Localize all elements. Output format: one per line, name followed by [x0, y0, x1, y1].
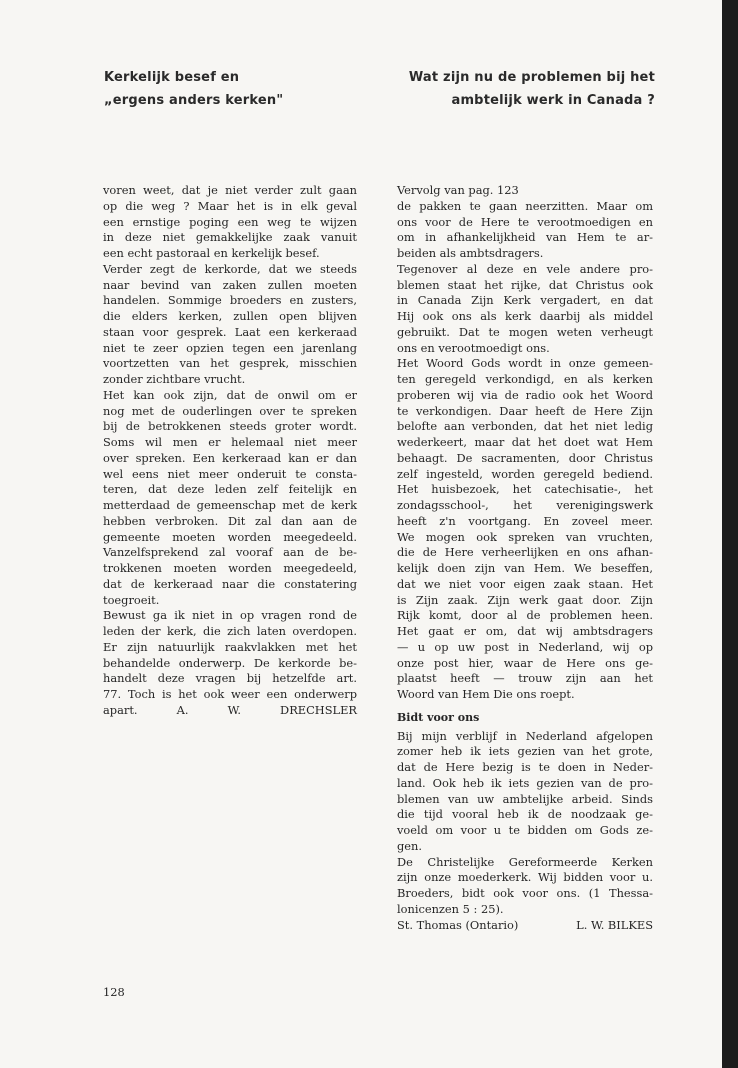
text-line: onze post hier, waar de Here ons ge-	[397, 655, 653, 670]
text-line: Rijk komt, door al de problemen heen.	[397, 608, 653, 623]
text-line: Bewust ga ik niet in op vragen rond de	[103, 608, 357, 623]
text-line: kelijk doen zijn van Hem. We beseffen,	[397, 561, 653, 575]
text-line: ons en verootmoedigt ons.	[397, 340, 550, 355]
header-right-line-2: ambtelijk werk in Canada ?	[451, 93, 655, 108]
text-line: Het gaat er om, dat wij ambtsdragers	[397, 624, 653, 638]
text-line: blemen van uw ambtelijke arbeid. Sinds	[397, 791, 653, 806]
text-line: leden der kerk, die zich laten overdopen.	[103, 624, 357, 638]
text-line: plaatst heeft — trouw zijn aan het	[397, 671, 653, 686]
text-line: lonicenzen 5 : 25).	[397, 901, 504, 916]
text-line: die elders kerken, zullen open blijven	[103, 309, 357, 323]
text-line: Vanzelfsprekend zal vooraf aan de be-	[103, 545, 357, 560]
text-line: die de Here verheerlijken en ons afhan-	[397, 545, 653, 560]
text-line: Bij mijn verblijf in Nederland afgelopen	[397, 728, 653, 743]
text-line: gen.	[397, 838, 422, 853]
text-line: Hij ook ons als kerk daarbij als middel	[397, 309, 653, 323]
text-line: Vervolg van pag. 123	[397, 183, 519, 197]
text-line: heeft z'n voortgang. En zoveel meer.	[397, 513, 653, 528]
text-line: proberen wij via de radio ook het Woord	[397, 387, 653, 402]
text-line: naar bevind van zaken zullen moeten	[103, 277, 357, 292]
text-line: zelf ingesteld, worden geregeld bediend.	[397, 466, 653, 481]
text-line: op die weg ? Maar het is in elk geval	[103, 198, 357, 213]
text-line: wederkeert, maar dat het doet wat Hem	[397, 435, 653, 449]
text-line: ons voor de Here te verootmoedigen en	[397, 214, 653, 229]
text-line: handelt deze vragen bij hetzelfde art.	[103, 671, 357, 686]
text-line: zijn onze moederkerk. Wij bidden voor u.	[397, 870, 653, 885]
text-line: een ernstige poging een weg te wijzen	[103, 214, 357, 229]
right-column-part-2	[397, 729, 653, 918]
text-line: is Zijn zaak. Zijn werk gaat door. Zijn	[397, 592, 653, 607]
text-line: Soms wil men er helemaal niet meer	[103, 435, 357, 449]
text-line: Woord van Hem Die ons roept.	[397, 687, 575, 701]
text-line: ten geregeld verkondigd, en als kerken	[397, 372, 653, 386]
text-line: zondagsschool-, het verenigingswerk	[397, 498, 653, 512]
text-line: trokkenen moeten worden meegedeeld,	[103, 561, 357, 575]
text-line: dat we niet voor eigen zaak staan. Het	[397, 576, 653, 591]
text-line: Het Woord Gods wordt in onze gemeen-	[397, 356, 653, 371]
text-line: apart. A. W. DRECHSLER	[103, 702, 357, 717]
text-line: Broeders, bidt ook voor ons. (1 Thessa-	[397, 886, 653, 900]
signature-line	[397, 918, 653, 934]
text-line: om in afhankelijkheid van Hem te ar-	[397, 230, 653, 245]
text-line: Er zijn natuurlijk raakvlakken met het	[103, 639, 357, 654]
text-line: hebben verbroken. Dit zal dan aan de	[103, 513, 357, 528]
header-left-title	[104, 66, 283, 112]
text-line: voren weet, dat je niet verder zult gaan	[103, 183, 357, 197]
text-line: 77. Toch is het ook weer een onderwerp	[103, 687, 357, 701]
left-column-text	[103, 183, 357, 719]
right-column-part-1	[397, 183, 653, 703]
header-right-title	[409, 66, 655, 112]
text-line: zonder zichtbare vrucht.	[103, 372, 246, 386]
text-line: behandelde onderwerp. De kerkorde be-	[103, 655, 357, 670]
text-line: Verder zegt de kerkorde, dat we steeds	[103, 261, 357, 276]
text-line: in deze niet gemakkelijke zaak vanuit	[103, 230, 357, 245]
text-line: zomer heb ik iets gezien van het grote,	[397, 744, 653, 759]
page-number: 128	[103, 985, 125, 999]
text-line: dat de Here bezig is te doen in Neder-	[397, 760, 653, 774]
text-line: We mogen ook spreken van vruchten,	[397, 529, 653, 544]
text-line: bij de betrokkenen steeds groter wordt.	[103, 419, 357, 434]
text-line: handelen. Sommige broeders en zusters,	[103, 293, 357, 308]
text-line: Tegenover al deze en vele andere pro-	[397, 261, 653, 276]
signature-name: L. W. BILKES	[576, 917, 653, 932]
text-line: teren, dat deze leden zelf feitelijk en	[103, 482, 357, 497]
text-line: die tijd vooral heb ik de noodzaak ge-	[397, 807, 653, 822]
text-line: voeld om voor u te bidden om Gods ze-	[397, 823, 653, 837]
text-line: staan voor gesprek. Laat een kerkeraad	[103, 324, 357, 339]
text-line: gemeente moeten worden meegedeeld.	[103, 529, 357, 544]
text-line: Het kan ook zijn, dat de onwil om er	[103, 387, 357, 402]
text-line: een echt pastoraal en kerkelijk besef.	[103, 246, 320, 260]
header-right-line-1: Wat zijn nu de problemen bij het	[408, 70, 655, 85]
signature-place: St. Thomas (Ontario)	[397, 917, 519, 932]
right-column-text	[397, 183, 653, 933]
text-line: beiden als ambtsdragers.	[397, 246, 544, 260]
text-line: nog met de ouderlingen over te spreken	[103, 403, 357, 418]
text-line: De Christelijke Gereformeerde Kerken	[397, 854, 653, 869]
text-line: voortzetten van het gesprek, misschien	[103, 356, 357, 371]
text-line: blemen staat het rijke, dat Christus ook	[397, 277, 653, 292]
text-line: in Canada Zijn Kerk vergadert, en dat	[397, 293, 653, 308]
text-line: de pakken te gaan neerzitten. Maar om	[397, 198, 653, 213]
text-line: Het huisbezoek, het catechisatie-, het	[397, 482, 653, 497]
text-line: gebruikt. Dat te mogen weten verheugt	[397, 324, 653, 339]
header-left-line-2: „ergens anders kerken"	[104, 93, 284, 108]
text-line: wel eens niet meer onderuit te consta-	[103, 466, 357, 481]
header-left-line-1: Kerkelijk besef en	[104, 70, 240, 85]
text-line: behaagt. De sacramenten, door Christus	[397, 450, 653, 465]
text-line: belofte aan verbonden, dat het niet ledig	[397, 419, 653, 434]
text-line: land. Ook heb ik iets gezien van de pro-	[397, 775, 653, 790]
text-line: dat de kerkeraad naar die constatering	[103, 576, 357, 591]
subheading-bidt-voor-ons: Bidt voor ons	[397, 710, 480, 724]
text-line: te verkondigen. Daar heeft de Here Zijn	[397, 403, 653, 418]
text-line: metterdaad de gemeenschap met de kerk	[103, 498, 357, 512]
text-line: toegroeit.	[103, 592, 160, 607]
text-line: niet te zeer opzien tegen een jarenlang	[103, 340, 357, 355]
text-line: over spreken. Een kerkeraad kan er dan	[103, 450, 357, 465]
scan-edge	[722, 0, 738, 1068]
text-line: — u op uw post in Nederland, wij op	[397, 639, 653, 654]
